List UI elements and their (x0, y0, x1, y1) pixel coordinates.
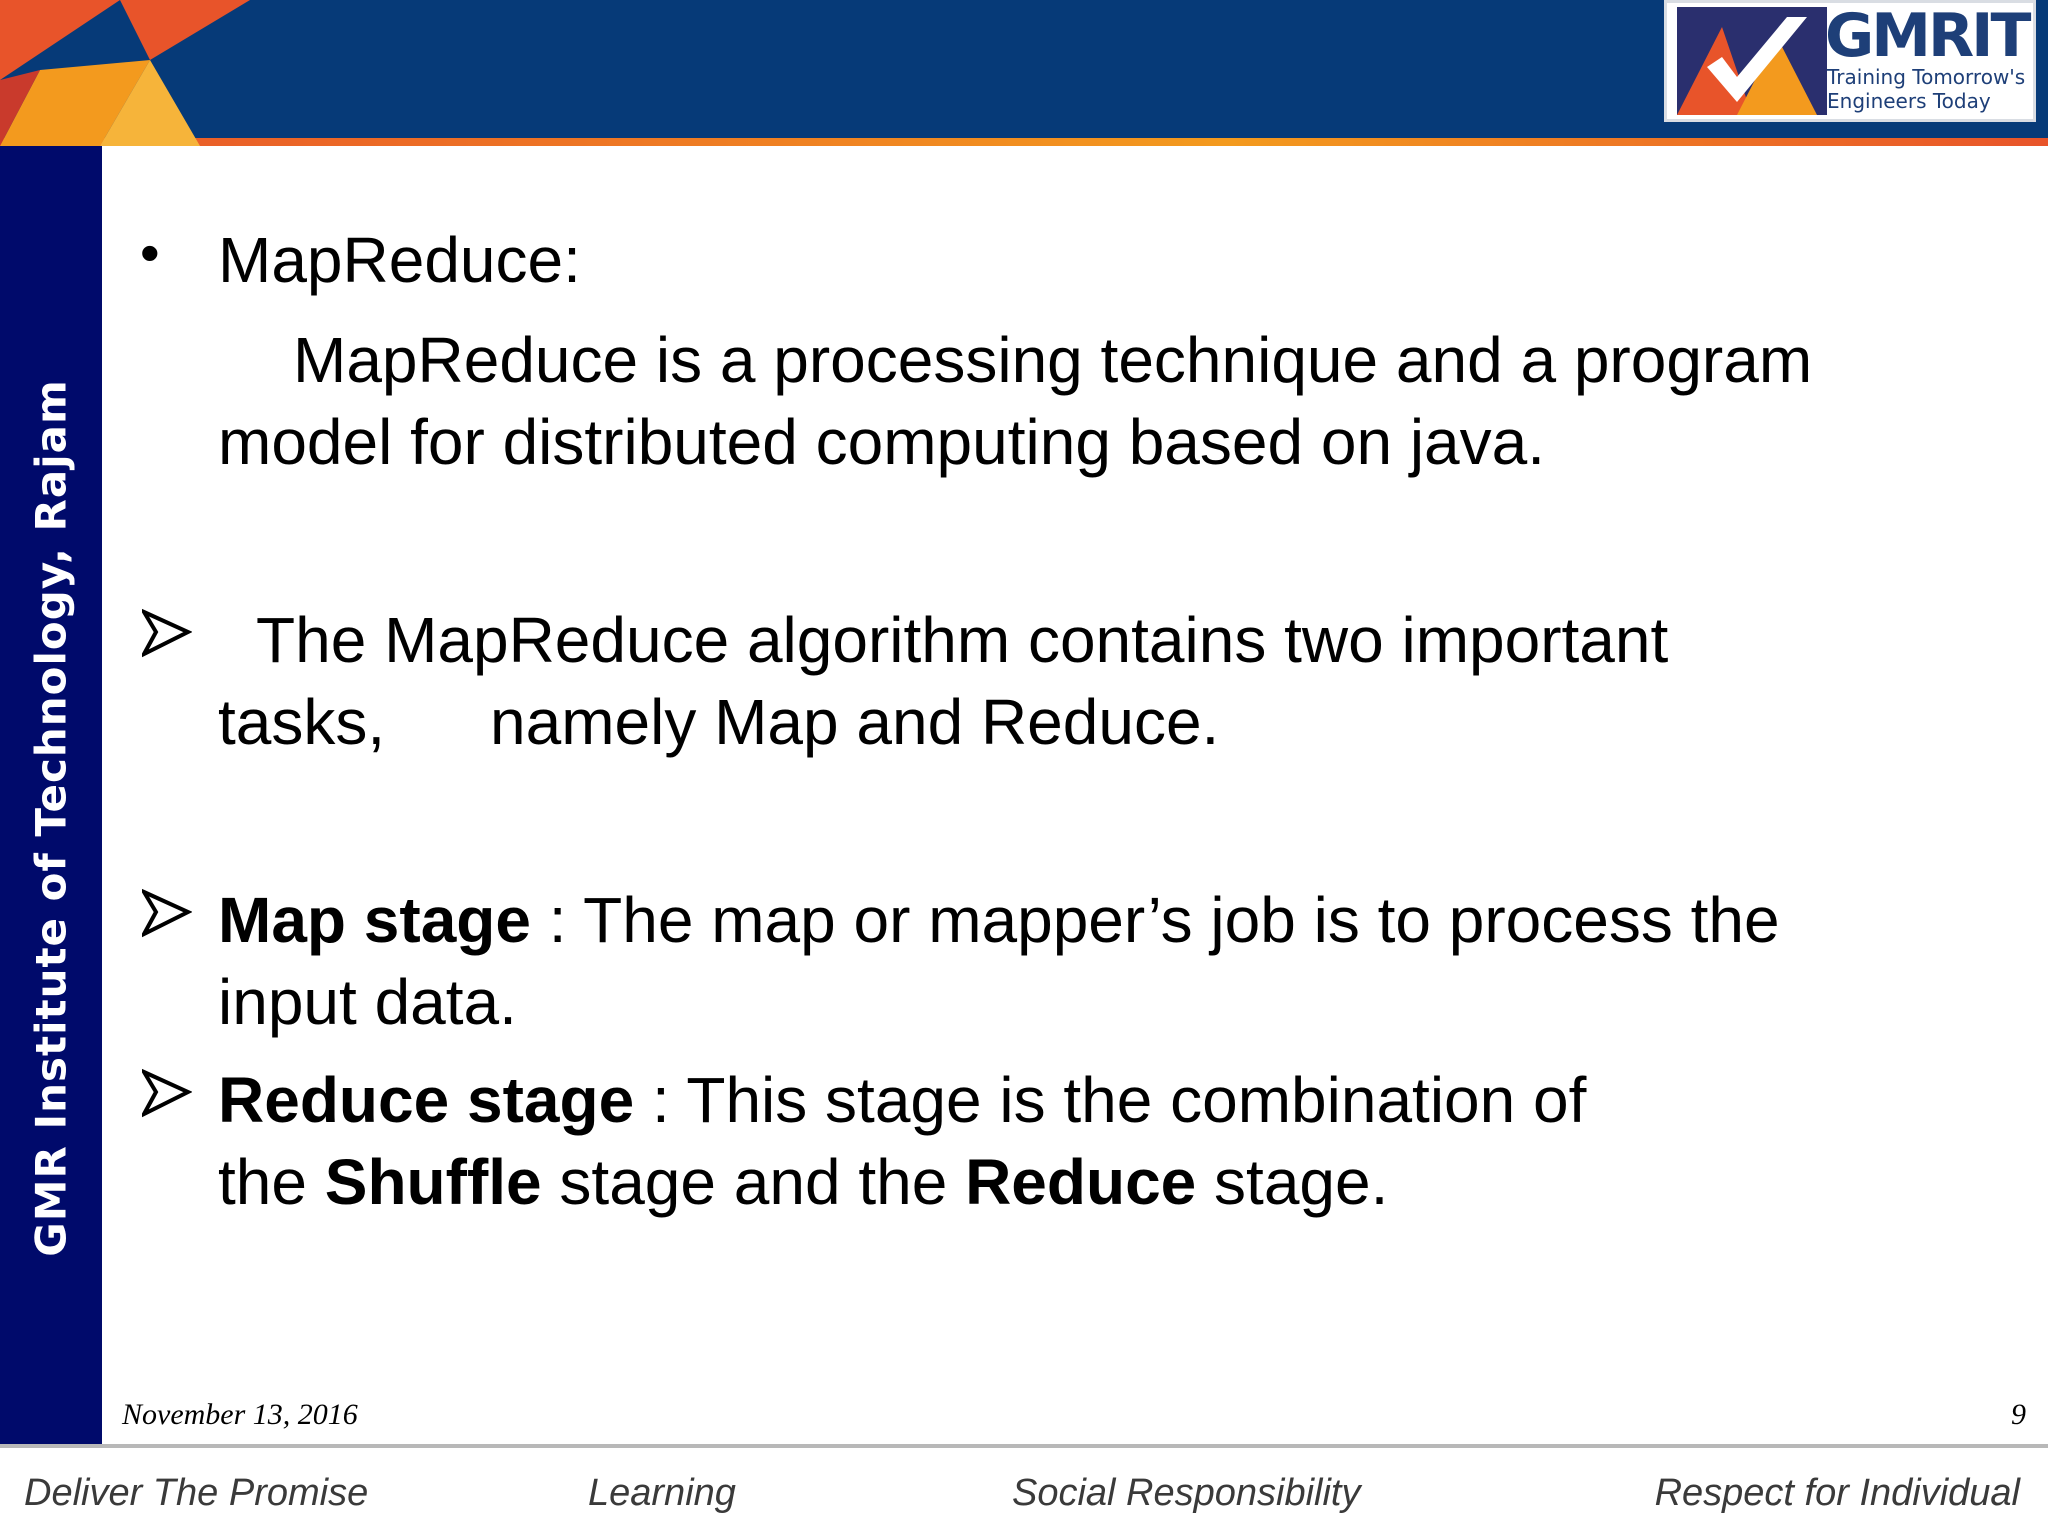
point-1-line-1: The MapReduce algorithm contains two important (256, 604, 1669, 676)
value-deliver-the-promise: Deliver The Promise (24, 1472, 369, 1514)
text-span: the (218, 1146, 325, 1218)
point-1-line-2b: namely Map and Reduce. (490, 686, 1220, 758)
value-learning: Learning (588, 1472, 736, 1514)
corner-decoration (0, 0, 260, 146)
point-2-line-2: input data. (218, 966, 517, 1038)
definition-line-1: MapReduce is a processing technique and a program (293, 324, 1813, 396)
value-respect-for-individual: Respect for Individual (1654, 1472, 2020, 1514)
reduce-stage-description: : This stage is the combination of (634, 1064, 1587, 1136)
bullet-icon: • (140, 221, 160, 284)
arrow-bullet-icon (142, 1068, 192, 1118)
map-stage-term: Map stage (218, 884, 531, 956)
gmrit-logo (1664, 0, 2036, 122)
map-stage-description: : The map or mapper’s job is to process the (530, 884, 1780, 956)
logo-tagline: Training Tomorrow's Engineers Today (1827, 65, 2026, 113)
point-1-line-2a: tasks, (218, 686, 386, 758)
text-span: stage. (1196, 1146, 1389, 1218)
point-3-line-1 (218, 1060, 1586, 1140)
text-span: stage and the (541, 1146, 966, 1218)
arrow-bullet-icon (142, 888, 192, 938)
reduce-term: Reduce (965, 1146, 1197, 1218)
value-social-responsibility: Social Responsibility (1012, 1472, 1361, 1514)
shuffle-term: Shuffle (324, 1146, 542, 1218)
reduce-stage-term: Reduce stage (218, 1064, 635, 1136)
logo-mark-icon (1677, 7, 1827, 115)
point-3-line-2 (218, 1142, 1388, 1222)
page-number: 9 (2011, 1398, 2026, 1431)
institution-name: GMR Institute of Technology, Rajam (26, 379, 76, 1257)
point-2-line-1 (218, 880, 1780, 960)
arrow-bullet-icon (142, 608, 192, 658)
header-stripe (0, 138, 2048, 146)
logo-name: GMRIT (1825, 1, 2029, 71)
definition-line-2: model for distributed computing based on java. (218, 406, 1545, 478)
slide-date: November 13, 2016 (122, 1398, 358, 1431)
bullet-heading: MapReduce: (218, 224, 581, 296)
